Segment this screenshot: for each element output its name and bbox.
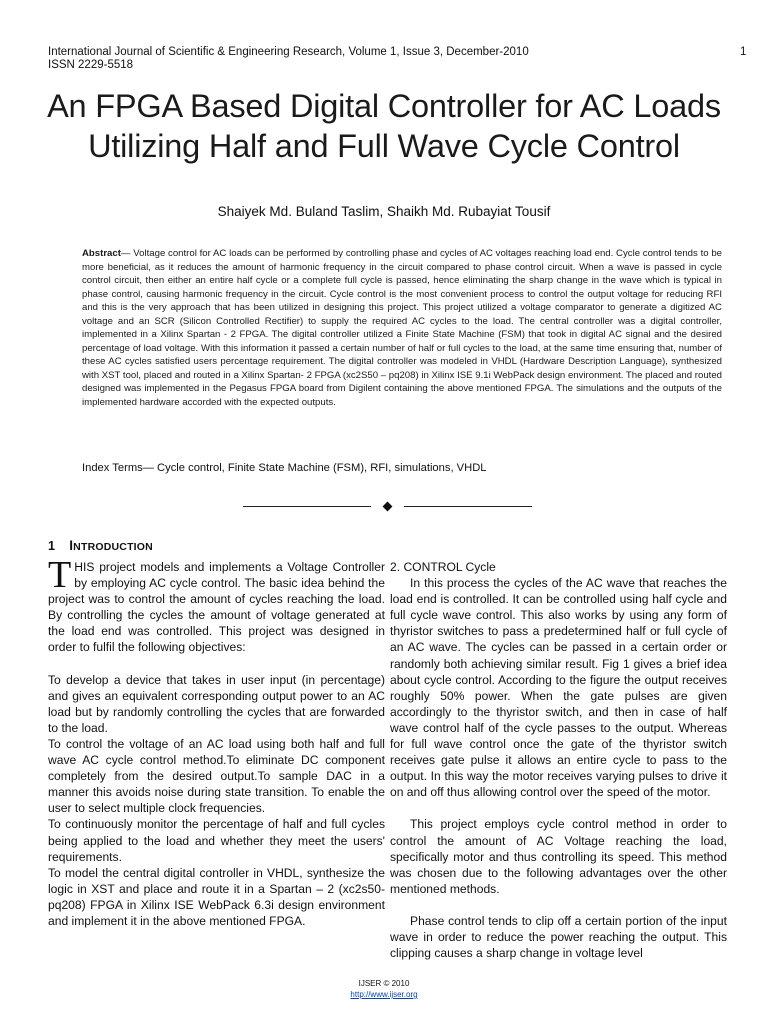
objective-4: To model the central digital controller in VHDL, synthesize the logic in XST and place and route it in a Spartan – 2 (xc2s50-pq208) FPGA in Xilinx ISE WebPack 6.3i design environment and implement it in the above mentioned FPGA.: [48, 865, 385, 928]
control-cycle-paragraph-2: This project employs cycle control method in order to control the amount of AC Voltage reaching the load, specifically motor and thus controlling its speed. This method was chosen due to the following advantages over the other mentioned methods.: [390, 817, 727, 896]
divider-right: [404, 506, 532, 507]
section-title-rest: NTRODUCTION: [73, 541, 153, 553]
abstract-label: Abstract: [82, 248, 121, 259]
footer-link[interactable]: http://www.ijser.org: [350, 990, 418, 999]
page-number: 1: [740, 46, 747, 58]
control-cycle-heading: 2. CONTROL Cycle: [390, 560, 496, 574]
section-title-initial: I: [69, 538, 74, 553]
section-number: 1: [48, 539, 56, 553]
intro-paragraph: [48, 554, 385, 656]
paper-title: An FPGA Based Digital Controller for AC Loads Utilizing Half and Full Wave Cycle Control: [47, 88, 721, 164]
drop-cap: T: [48, 554, 72, 596]
divider-left: [243, 506, 371, 507]
issn-line: ISSN 2229-5518: [48, 59, 134, 71]
objective-1: To develop a device that takes in user input (in percentage) and gives an equivalent corresponding output power to an AC load but by randomly controlling the cycles that are forwarded to the load.: [48, 672, 385, 735]
abstract-text: Voltage control for AC loads can be performed by controlling phase and cycles of AC voltages reaching load end. Cycle control tends to be more beneficial, as it reduces the amount of harmonic frequency in the circuit compared to phase control circuit. When a wave is passed in cycle control circuit, then either an entire half cycle or a complete full cycle is passed, hence eliminating the sharp change in the wave which is typical in phase control, causing harmonic frequency in the circuit. Cycle control is the most convenient process to control the output voltage for reducing RFI and this is the very approach that has been utilized in designing this project. This project utilized a voltage comparator to generate a digitized AC voltage and an SCR (Silicon Controlled Rectifier) to supply the required AC cycles to the load. The central controller was a digital controller, implemented in a Xilinx Spartan - 2 FPGA. The digital controller utilized a Finite State Machine (FSM) that took in digital AC signal and the desired percentage of load voltage. With this information it passed a certain number of half or full cycles to the load, at the same time ensuring that, number of these AC cycles satisfied users percentage requirement. The digital controller was modeled in VHDL (Hardware Description Language), synthesized with XST tool, placed and routed in a Xilinx Spartan- 2 FPGA (xc2S50 – pq208) in Xilinx ISE 9.1i WebPack design environment. The placed and routed designed was implemented in the Pegasus FPGA board from Digilent containing the above mentioned FPGA. The simulations and the outputs of the implemented hardware accorded with the expected outputs.: [82, 248, 722, 409]
objective-3: To continuously monitor the percentage of half and full cycles being applied to the load and whether they meet the users' requirements.: [48, 817, 385, 864]
author-list: Shaiyek Md. Buland Taslim, Shaikh Md. Rubayiat Tousif: [217, 204, 551, 219]
abstract-block: [82, 247, 722, 410]
section-heading-introduction: [48, 538, 153, 555]
paragraph-gap: [48, 656, 385, 672]
paragraph-gap: [390, 897, 727, 913]
control-cycle-paragraph-3: Phase control tends to clip off a certain portion of the input wave in order to reduce the power reaching the output. This clipping causes a sharp change in voltage level: [390, 913, 727, 961]
divider-diamond-icon: [383, 502, 393, 512]
objective-2: To control the voltage of an AC load using both half and full wave AC cycle control method.To eliminate DC component completely from the desired output.To sample DAC in a manner this avoids noise during state transition. To enable the user to select multiple clock frequencies.: [48, 736, 385, 816]
footer-copyright: IJSER © 2010: [358, 979, 410, 988]
abstract-dash: —: [120, 248, 134, 259]
left-column: [48, 554, 385, 929]
intro-text: HIS project models and implements a Voltage Controller by employing AC cycle control. The basic idea behind the project was to control the amount of cycles reaching the load. By controlling the cycles the amount of voltage generated at the load end was controlled. This project was designed in order to fulfil the following objectives:: [48, 560, 385, 655]
paragraph-gap: [390, 800, 727, 816]
control-cycle-paragraph-1: In this process the cycles of the AC wave that reaches the load end is controlled. It can be controlled using half cycle and full cycle wave control. This also works by using any form of thyristor switches to pass a predetermined half or full cycle of an AC wave. The cycles can be passed in a certain order or randomly both achieving similar result. Fig 1 gives a brief idea about cycle control. According to the figure the output receives roughly 50% power. When the gate pulses are given accordingly to the thyristor switch, and then in case of half wave control half of the cycle passes to the output. Whereas for full wave control once the gate of the thyristor switch receives gate pulse it allows an entire cycle to pass to the output. In this way the motor receives varying pulses to drive it on and off thus allowing control over the speed of the motor.: [390, 576, 727, 800]
journal-header: International Journal of Scientific & Engineering Research, Volume 1, Issue 3, December-2010: [48, 46, 529, 58]
index-terms: Index Terms— Cycle control, Finite State Machine (FSM), RFI, simulations, VHDL: [82, 462, 487, 474]
right-column: [390, 559, 727, 961]
